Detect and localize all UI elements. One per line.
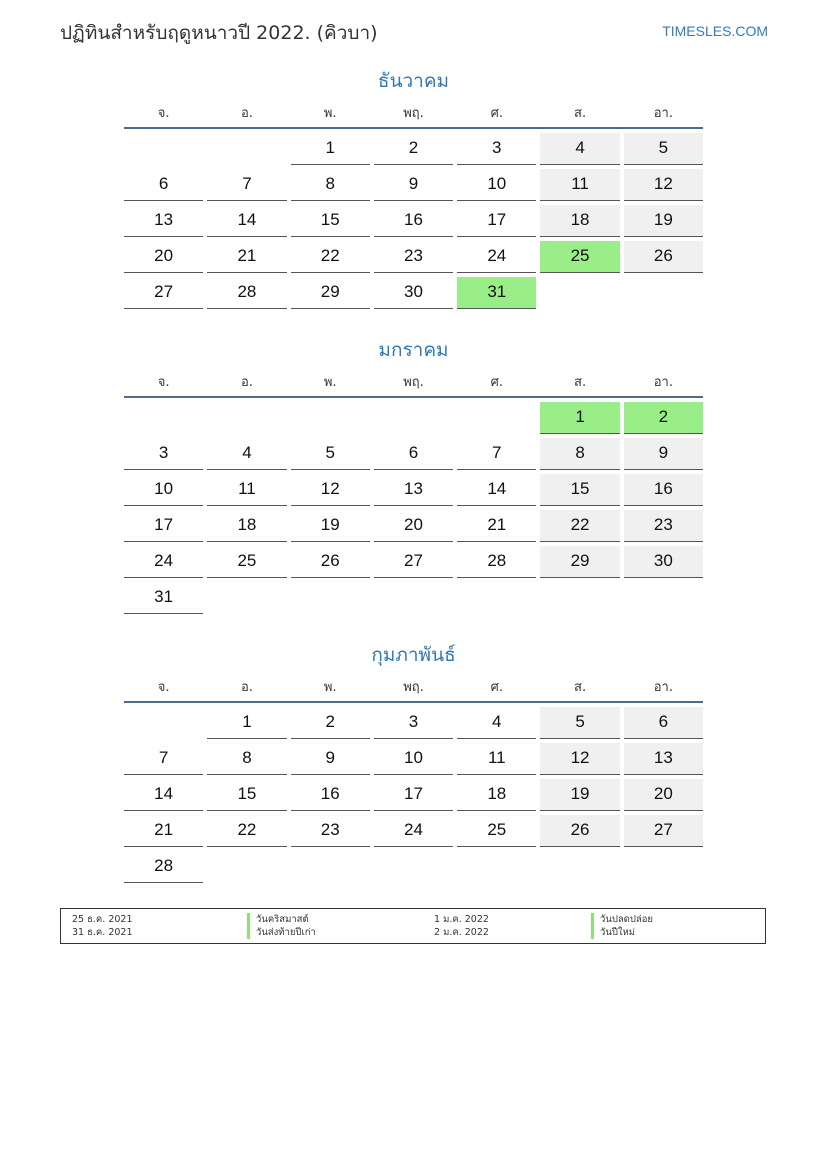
day-cell: 9 xyxy=(374,169,453,201)
day-cell: 30 xyxy=(624,546,703,578)
day-cell: 23 xyxy=(374,241,453,273)
weekday-label: จ. xyxy=(157,680,170,695)
holiday-day-cell: 2 xyxy=(624,402,703,434)
day-cell: 11 xyxy=(207,474,286,506)
day-cell: 27 xyxy=(624,815,703,847)
legend-date: 2 ม.ค. 2022 xyxy=(434,927,489,938)
empty-cell xyxy=(124,133,203,165)
day-cell: 22 xyxy=(207,815,286,847)
weekday-label: ศ. xyxy=(490,375,503,390)
day-cell: 20 xyxy=(374,510,453,542)
day-cell: 23 xyxy=(624,510,703,542)
weekday-label: พฤ. xyxy=(403,680,424,695)
day-cell: 26 xyxy=(540,815,619,847)
day-cell: 10 xyxy=(374,743,453,775)
day-cell: 13 xyxy=(374,474,453,506)
day-cell: 16 xyxy=(291,779,370,811)
day-cell: 3 xyxy=(374,707,453,739)
day-cell: 28 xyxy=(124,851,203,883)
legend-date: 31 ธ.ค. 2021 xyxy=(72,927,133,938)
day-cell: 28 xyxy=(457,546,536,578)
month-february xyxy=(124,641,703,883)
legend-holiday-name: วันคริสมาสต์ xyxy=(247,913,309,926)
day-cell: 20 xyxy=(124,241,203,273)
site-link[interactable]: TIMESLES.COM xyxy=(662,23,768,39)
day-cell: 12 xyxy=(540,743,619,775)
day-cell: 1 xyxy=(207,707,286,739)
day-cell: 6 xyxy=(374,438,453,470)
holiday-legend xyxy=(60,908,766,944)
day-cell: 21 xyxy=(457,510,536,542)
days-grid xyxy=(124,133,703,309)
day-cell: 26 xyxy=(291,546,370,578)
day-cell: 22 xyxy=(291,241,370,273)
day-cell: 10 xyxy=(457,169,536,201)
month-title: กุมภาพันธ์ xyxy=(371,644,456,666)
weekday-label: ส. xyxy=(574,375,587,390)
legend-holiday-name: วันปีใหม่ xyxy=(591,926,635,939)
day-cell: 15 xyxy=(207,779,286,811)
day-cell: 13 xyxy=(124,205,203,237)
legend-holiday-name: วันปลดปล่อย xyxy=(591,913,653,926)
day-cell: 11 xyxy=(457,743,536,775)
weekday-label: อ. xyxy=(240,106,253,121)
day-cell: 20 xyxy=(624,779,703,811)
days-grid xyxy=(124,707,703,883)
day-cell: 5 xyxy=(624,133,703,165)
day-cell: 4 xyxy=(540,133,619,165)
empty-cell xyxy=(457,402,536,434)
day-cell: 23 xyxy=(291,815,370,847)
day-cell: 14 xyxy=(207,205,286,237)
day-cell: 7 xyxy=(457,438,536,470)
holiday-day-cell: 31 xyxy=(457,277,536,309)
day-cell: 8 xyxy=(207,743,286,775)
day-cell: 14 xyxy=(457,474,536,506)
page-title: ปฏิทินสำหรับฤดูหนาวปี 2022. (คิวบา) xyxy=(60,22,378,44)
day-cell: 16 xyxy=(624,474,703,506)
day-cell: 28 xyxy=(207,277,286,309)
day-cell: 3 xyxy=(124,438,203,470)
weekday-label: อา. xyxy=(653,375,673,390)
empty-cell xyxy=(207,133,286,165)
day-cell: 17 xyxy=(374,779,453,811)
month-december xyxy=(124,67,703,309)
day-cell: 17 xyxy=(457,205,536,237)
day-cell: 22 xyxy=(540,510,619,542)
weekday-label: ศ. xyxy=(490,106,503,121)
legend-date: 25 ธ.ค. 2021 xyxy=(72,914,133,925)
day-cell: 6 xyxy=(124,169,203,201)
day-cell: 15 xyxy=(291,205,370,237)
day-cell: 14 xyxy=(124,779,203,811)
day-cell: 15 xyxy=(540,474,619,506)
day-cell: 12 xyxy=(291,474,370,506)
weekday-label: อ. xyxy=(240,680,253,695)
empty-cell xyxy=(124,707,203,739)
day-cell: 31 xyxy=(124,582,203,614)
day-cell: 30 xyxy=(374,277,453,309)
weekday-label: อา. xyxy=(653,106,673,121)
empty-cell xyxy=(207,402,286,434)
day-cell: 8 xyxy=(540,438,619,470)
weekday-label: ส. xyxy=(574,680,587,695)
legend-date: 1 ม.ค. 2022 xyxy=(434,914,489,925)
day-cell: 7 xyxy=(207,169,286,201)
day-cell: 2 xyxy=(291,707,370,739)
day-cell: 18 xyxy=(540,205,619,237)
day-cell: 5 xyxy=(540,707,619,739)
weekday-label: พ. xyxy=(323,680,337,695)
month-title: ธันวาคม xyxy=(377,70,450,92)
weekday-header xyxy=(124,675,703,703)
day-cell: 19 xyxy=(624,205,703,237)
day-cell: 21 xyxy=(124,815,203,847)
weekday-header xyxy=(124,370,703,398)
days-grid xyxy=(124,402,703,614)
day-cell: 7 xyxy=(124,743,203,775)
weekday-label: อ. xyxy=(240,375,253,390)
day-cell: 26 xyxy=(624,241,703,273)
day-cell: 10 xyxy=(124,474,203,506)
weekday-label: จ. xyxy=(157,106,170,121)
weekday-label: พฤ. xyxy=(403,375,424,390)
day-cell: 25 xyxy=(457,815,536,847)
empty-cell xyxy=(291,402,370,434)
day-cell: 27 xyxy=(374,546,453,578)
day-cell: 11 xyxy=(540,169,619,201)
day-cell: 19 xyxy=(291,510,370,542)
day-cell: 18 xyxy=(207,510,286,542)
empty-cell xyxy=(124,402,203,434)
day-cell: 24 xyxy=(374,815,453,847)
month-january xyxy=(124,336,703,614)
day-cell: 29 xyxy=(291,277,370,309)
day-cell: 6 xyxy=(624,707,703,739)
weekday-label: จ. xyxy=(157,375,170,390)
day-cell: 4 xyxy=(457,707,536,739)
day-cell: 1 xyxy=(291,133,370,165)
day-cell: 19 xyxy=(540,779,619,811)
weekday-label: อา. xyxy=(653,680,673,695)
legend-holiday-name: วันส่งท้ายปีเก่า xyxy=(247,926,316,939)
day-cell: 27 xyxy=(124,277,203,309)
weekday-label: พ. xyxy=(323,375,337,390)
day-cell: 9 xyxy=(624,438,703,470)
day-cell: 16 xyxy=(374,205,453,237)
day-cell: 29 xyxy=(540,546,619,578)
day-cell: 13 xyxy=(624,743,703,775)
day-cell: 24 xyxy=(124,546,203,578)
month-title: มกราคม xyxy=(378,339,449,361)
weekday-header xyxy=(124,101,703,129)
day-cell: 17 xyxy=(124,510,203,542)
weekday-label: พ. xyxy=(323,106,337,121)
day-cell: 5 xyxy=(291,438,370,470)
weekday-label: พฤ. xyxy=(403,106,424,121)
day-cell: 2 xyxy=(374,133,453,165)
day-cell: 18 xyxy=(457,779,536,811)
day-cell: 21 xyxy=(207,241,286,273)
day-cell: 3 xyxy=(457,133,536,165)
day-cell: 12 xyxy=(624,169,703,201)
day-cell: 8 xyxy=(291,169,370,201)
day-cell: 25 xyxy=(207,546,286,578)
weekday-label: ศ. xyxy=(490,680,503,695)
holiday-day-cell: 25 xyxy=(540,241,619,273)
empty-cell xyxy=(374,402,453,434)
day-cell: 4 xyxy=(207,438,286,470)
day-cell: 24 xyxy=(457,241,536,273)
day-cell: 9 xyxy=(291,743,370,775)
holiday-day-cell: 1 xyxy=(540,402,619,434)
weekday-label: ส. xyxy=(574,106,587,121)
